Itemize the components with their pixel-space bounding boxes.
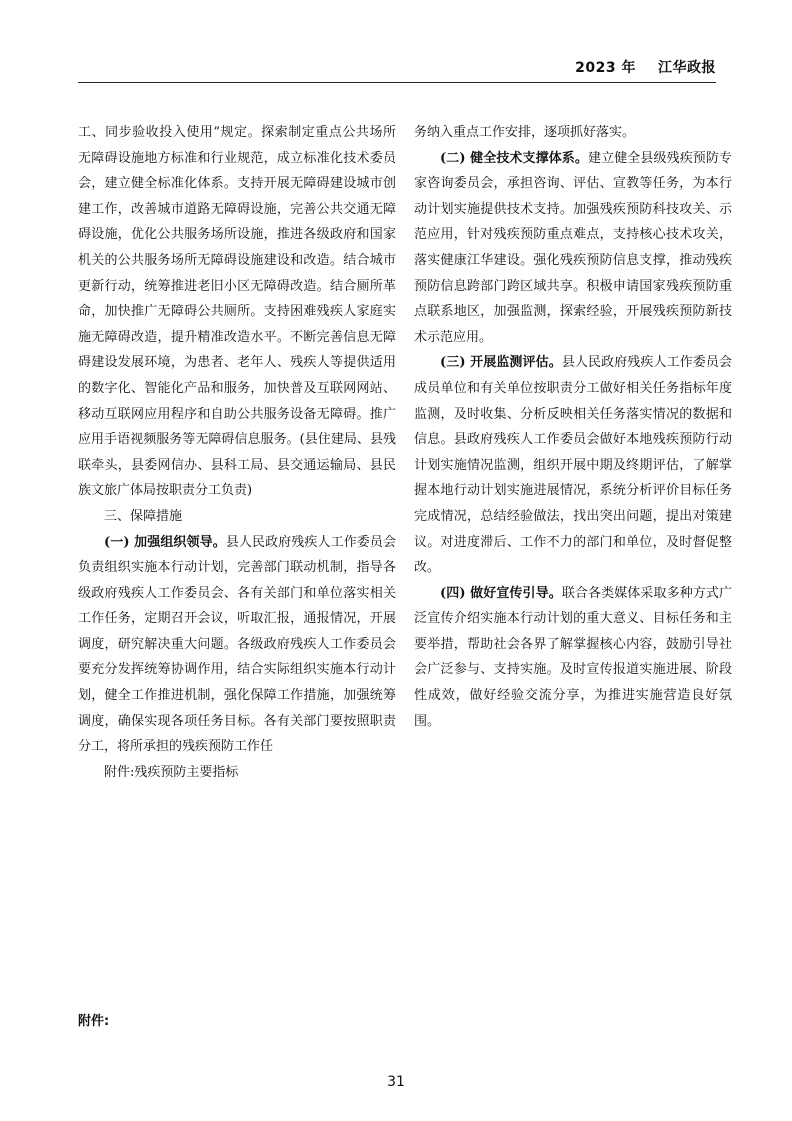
- paragraph-title: (二) 健全技术支撑体系。: [440, 150, 589, 166]
- page-header: [78, 54, 716, 83]
- header-title: 江华政报: [658, 60, 716, 76]
- paragraph-title: (三) 开展监测评估。: [440, 355, 562, 371]
- section-heading: 三、保障措施: [104, 508, 183, 524]
- attachment-note: 附件:残疾预防主要指标: [104, 764, 239, 780]
- left-column: [78, 120, 396, 785]
- paragraph-title: (四) 做好宣传引导。: [440, 585, 562, 601]
- paragraph-body: 建立健全县级残疾预防专家咨询委员会，承担咨询、评估、宣教等任务，为本行动计划实施提供技术支持。加强残疾预防科技攻关、示范应用，针对残疾预防重点难点，支持核心技术攻关，落实健康江华建设。强化残疾预防信息支撑，推动残疾预防信息跨部门跨区域共享。积极申请国家残疾预防重点联系地区，加强监测，探索经验，开展残疾预防新技术示范应用。: [414, 150, 732, 345]
- left-paragraph-2: [78, 530, 396, 760]
- attachment-label: 附件:: [78, 1014, 110, 1029]
- page-number: 31: [387, 1074, 405, 1090]
- header-year: 2023 年: [575, 60, 636, 76]
- header-text: [575, 57, 716, 77]
- paragraph-body: 联合各类媒体采取多种方式广泛宣传介绍实施本行动计划的重大意义、目标任务和主要举措，帮助社会各界了解掌握核心内容，鼓励引导社会广泛参与、支持实施。及时宣传报道实施进展、阶段性成效，做好经验交流分享，为推进实施营造良好氛围。: [414, 585, 732, 729]
- paragraph-body: 县人民政府残疾人工作委员会成员单位和有关单位按职责分工做好相关任务指标年度监测，及时收集、分析反映相关任务落实情况的数据和信息。县政府残疾人工作委员会做好本地残疾预防行动计划实施情况监测，组织开展中期及终期评估，了解掌握本地行动计划实施进展情况，系统分析评价目标任务完成情况，总结经验做法，找出突出问题，提出对策建议。对进度滞后、工作不力的部门和单位，及时督促整改。: [414, 355, 732, 576]
- paragraph-title: (一) 加强组织领导。: [104, 534, 226, 550]
- paragraph-body: 县人民政府残疾人工作委员会负责组织实施本行动计划，完善部门联动机制，指导各级政府残疾人工作委员会、各有关部门和单位落实相关工作任务，定期召开会议，听取汇报，通报情况，开展调度，研究解决重大问题。各级政府残疾人工作委员会要充分发挥统筹协调作用，结合实际组织实施本行动计划，健全工作推进机制，强化保障工作措施，加强统筹调度，确保实现各项任务目标。各有关部门要按照职责分工，将所承担的残疾预防工作任: [78, 534, 396, 755]
- left-paragraph-1: 工、同步验收投入使用”规定。探索制定重点公共场所无障碍设施地方标准和行业规范，成立标准化技术委员会，建立健全标准化体系。支持开展无障碍建设城市创建工作，改善城市道路无障碍设施，完善公共交通无障碍设施，优化公共服务场所设施，推进各级政府和国家机关的公共服务场所无障碍设施建设和改造。结合城市更新行动，统筹推进老旧小区无障碍改造。结合厕所革命，加快推广无障碍公共厕所。支持困难残疾人家庭实施无障碍改造，提升精准改造水平。不断完善信息无障碍建设发展环境，为患者、老年人、残疾人等提供适用的数字化、智能化产品和服务，加快普及互联网网站、移动互联网应用程序和自助公共服务设备无障碍。推广应用手语视频服务等无障碍信息服务。(县住建局、县残联牵头，县委网信办、县科工局、县交通运输局、县民族文旅广体局按职责分工负责): [78, 125, 396, 499]
- right-paragraph-2: [414, 146, 732, 351]
- right-paragraph-1: 务纳入重点工作安排，逐项抓好落实。: [414, 125, 636, 140]
- right-paragraph-3: [414, 350, 732, 580]
- right-paragraph-4: [414, 581, 732, 735]
- right-column: [414, 120, 732, 734]
